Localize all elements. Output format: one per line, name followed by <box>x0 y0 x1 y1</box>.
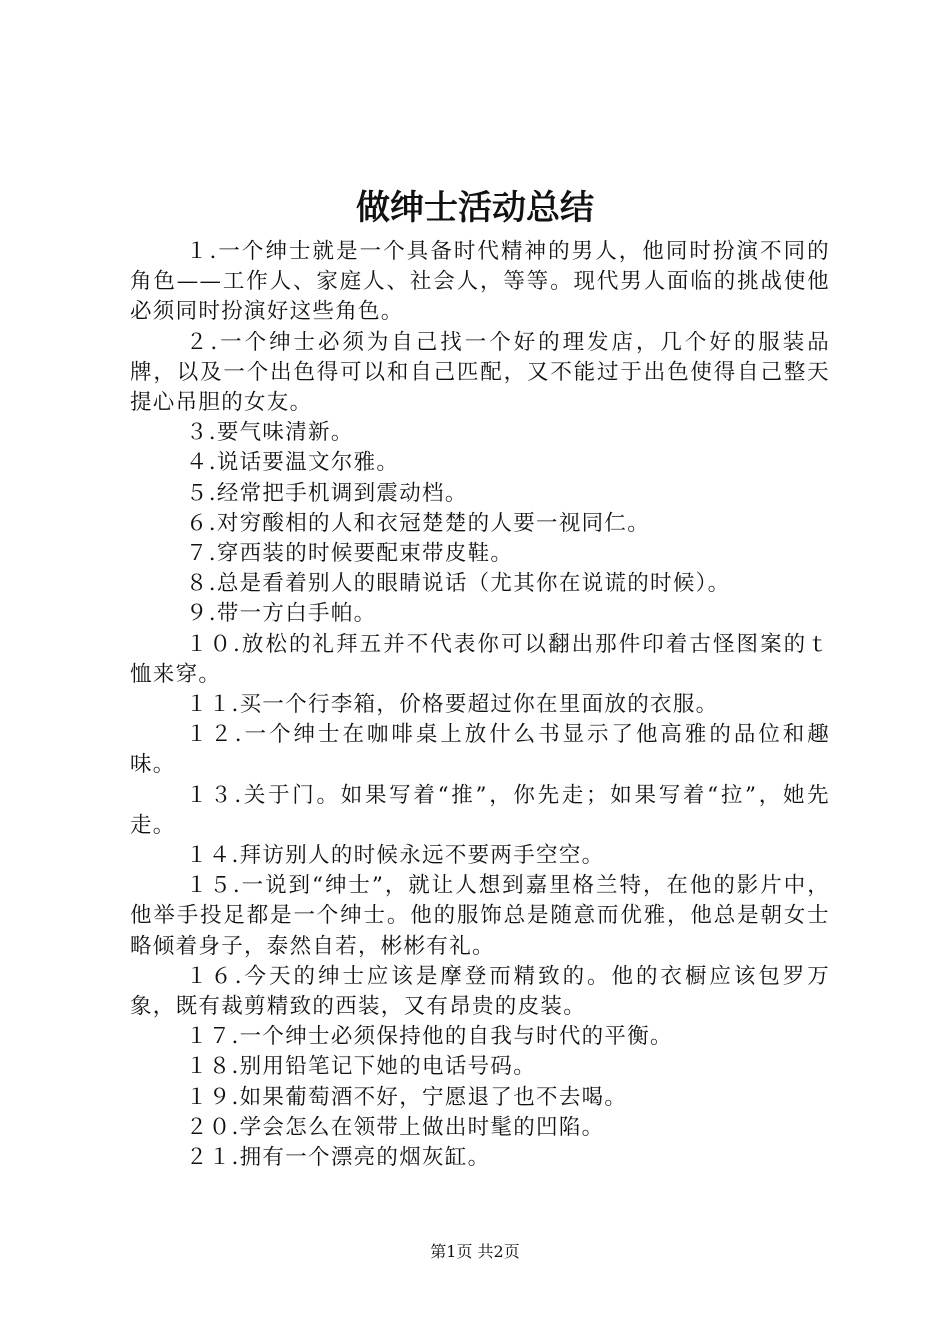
paragraph: １１.买一个行李箱，价格要超过你在里面放的衣服。 <box>185 692 719 718</box>
paragraph: １３.关于门。如果写着“推”，你先走；如果写着“拉”，她先走。 <box>130 782 830 838</box>
paragraph: ２０.学会怎么在领带上做出时髦的凹陷。 <box>185 1114 605 1140</box>
page-footer: 第1页 共2页 <box>430 1242 520 1261</box>
paragraph: ３.要气味清新。 <box>185 420 354 446</box>
paragraph: ４.说话要温文尔雅。 <box>185 450 400 476</box>
paragraph: １４.拜访别人的时候永远不要两手空空。 <box>185 843 605 869</box>
paragraph: １５.一说到“绅士”，就让人想到嘉里格兰特，在他的影片中，他举手投足都是一个绅士。他的服饰总是随意而优雅，他总是朝女士略倾着身子，泰然自若，彬彬有礼。 <box>130 873 830 959</box>
paragraph: ９.带一方白手帕。 <box>185 601 377 627</box>
paragraph: １６.今天的绅士应该是摩登而精致的。他的衣橱应该包罗万象，既有裁剪精致的西装，又有昂贵的皮装。 <box>130 963 830 1020</box>
paragraph: ２１.拥有一个漂亮的烟灰缸。 <box>185 1145 491 1171</box>
paragraph: ６.对穷酸相的人和衣冠楚楚的人要一视同仁。 <box>185 510 651 536</box>
paragraph: ８.总是看着别人的眼睛说话（尤其你在说谎的时候）。 <box>185 571 731 597</box>
paragraph: ２.一个绅士必须为自己找一个好的理发店，几个好的服装品牌，以及一个出色得可以和自己匹配，又不能过于出色使得自己整天提心吊胆的女友。 <box>130 329 830 416</box>
paragraph: １９.如果葡萄酒不好，宁愿退了也不去喝。 <box>185 1084 628 1110</box>
document-body <box>130 237 830 1173</box>
paragraph: １０.放松的礼拜五并不代表你可以翻出那件印着古怪图案的ｔ恤来穿。 <box>130 631 830 687</box>
paragraph: １２.一个绅士在咖啡桌上放什么书显示了他高雅的品位和趣味。 <box>130 722 830 778</box>
paragraph: １.一个绅士就是一个具备时代精神的男人，他同时扮演不同的角色——工作人、家庭人、社会人，等等。现代男人面临的挑战使他必须同时扮演好这些角色。 <box>130 239 830 325</box>
paragraph: ７.穿西装的时候要配束带皮鞋。 <box>185 541 514 567</box>
paragraph: １７.一个绅士必须保持他的自我与时代的平衡。 <box>185 1024 673 1050</box>
paragraph: １８.别用铅笔记下她的电话号码。 <box>185 1054 537 1080</box>
document-title: 做绅士活动总结 <box>356 188 594 228</box>
paragraph: ５.经常把手机调到震动档。 <box>185 480 468 506</box>
